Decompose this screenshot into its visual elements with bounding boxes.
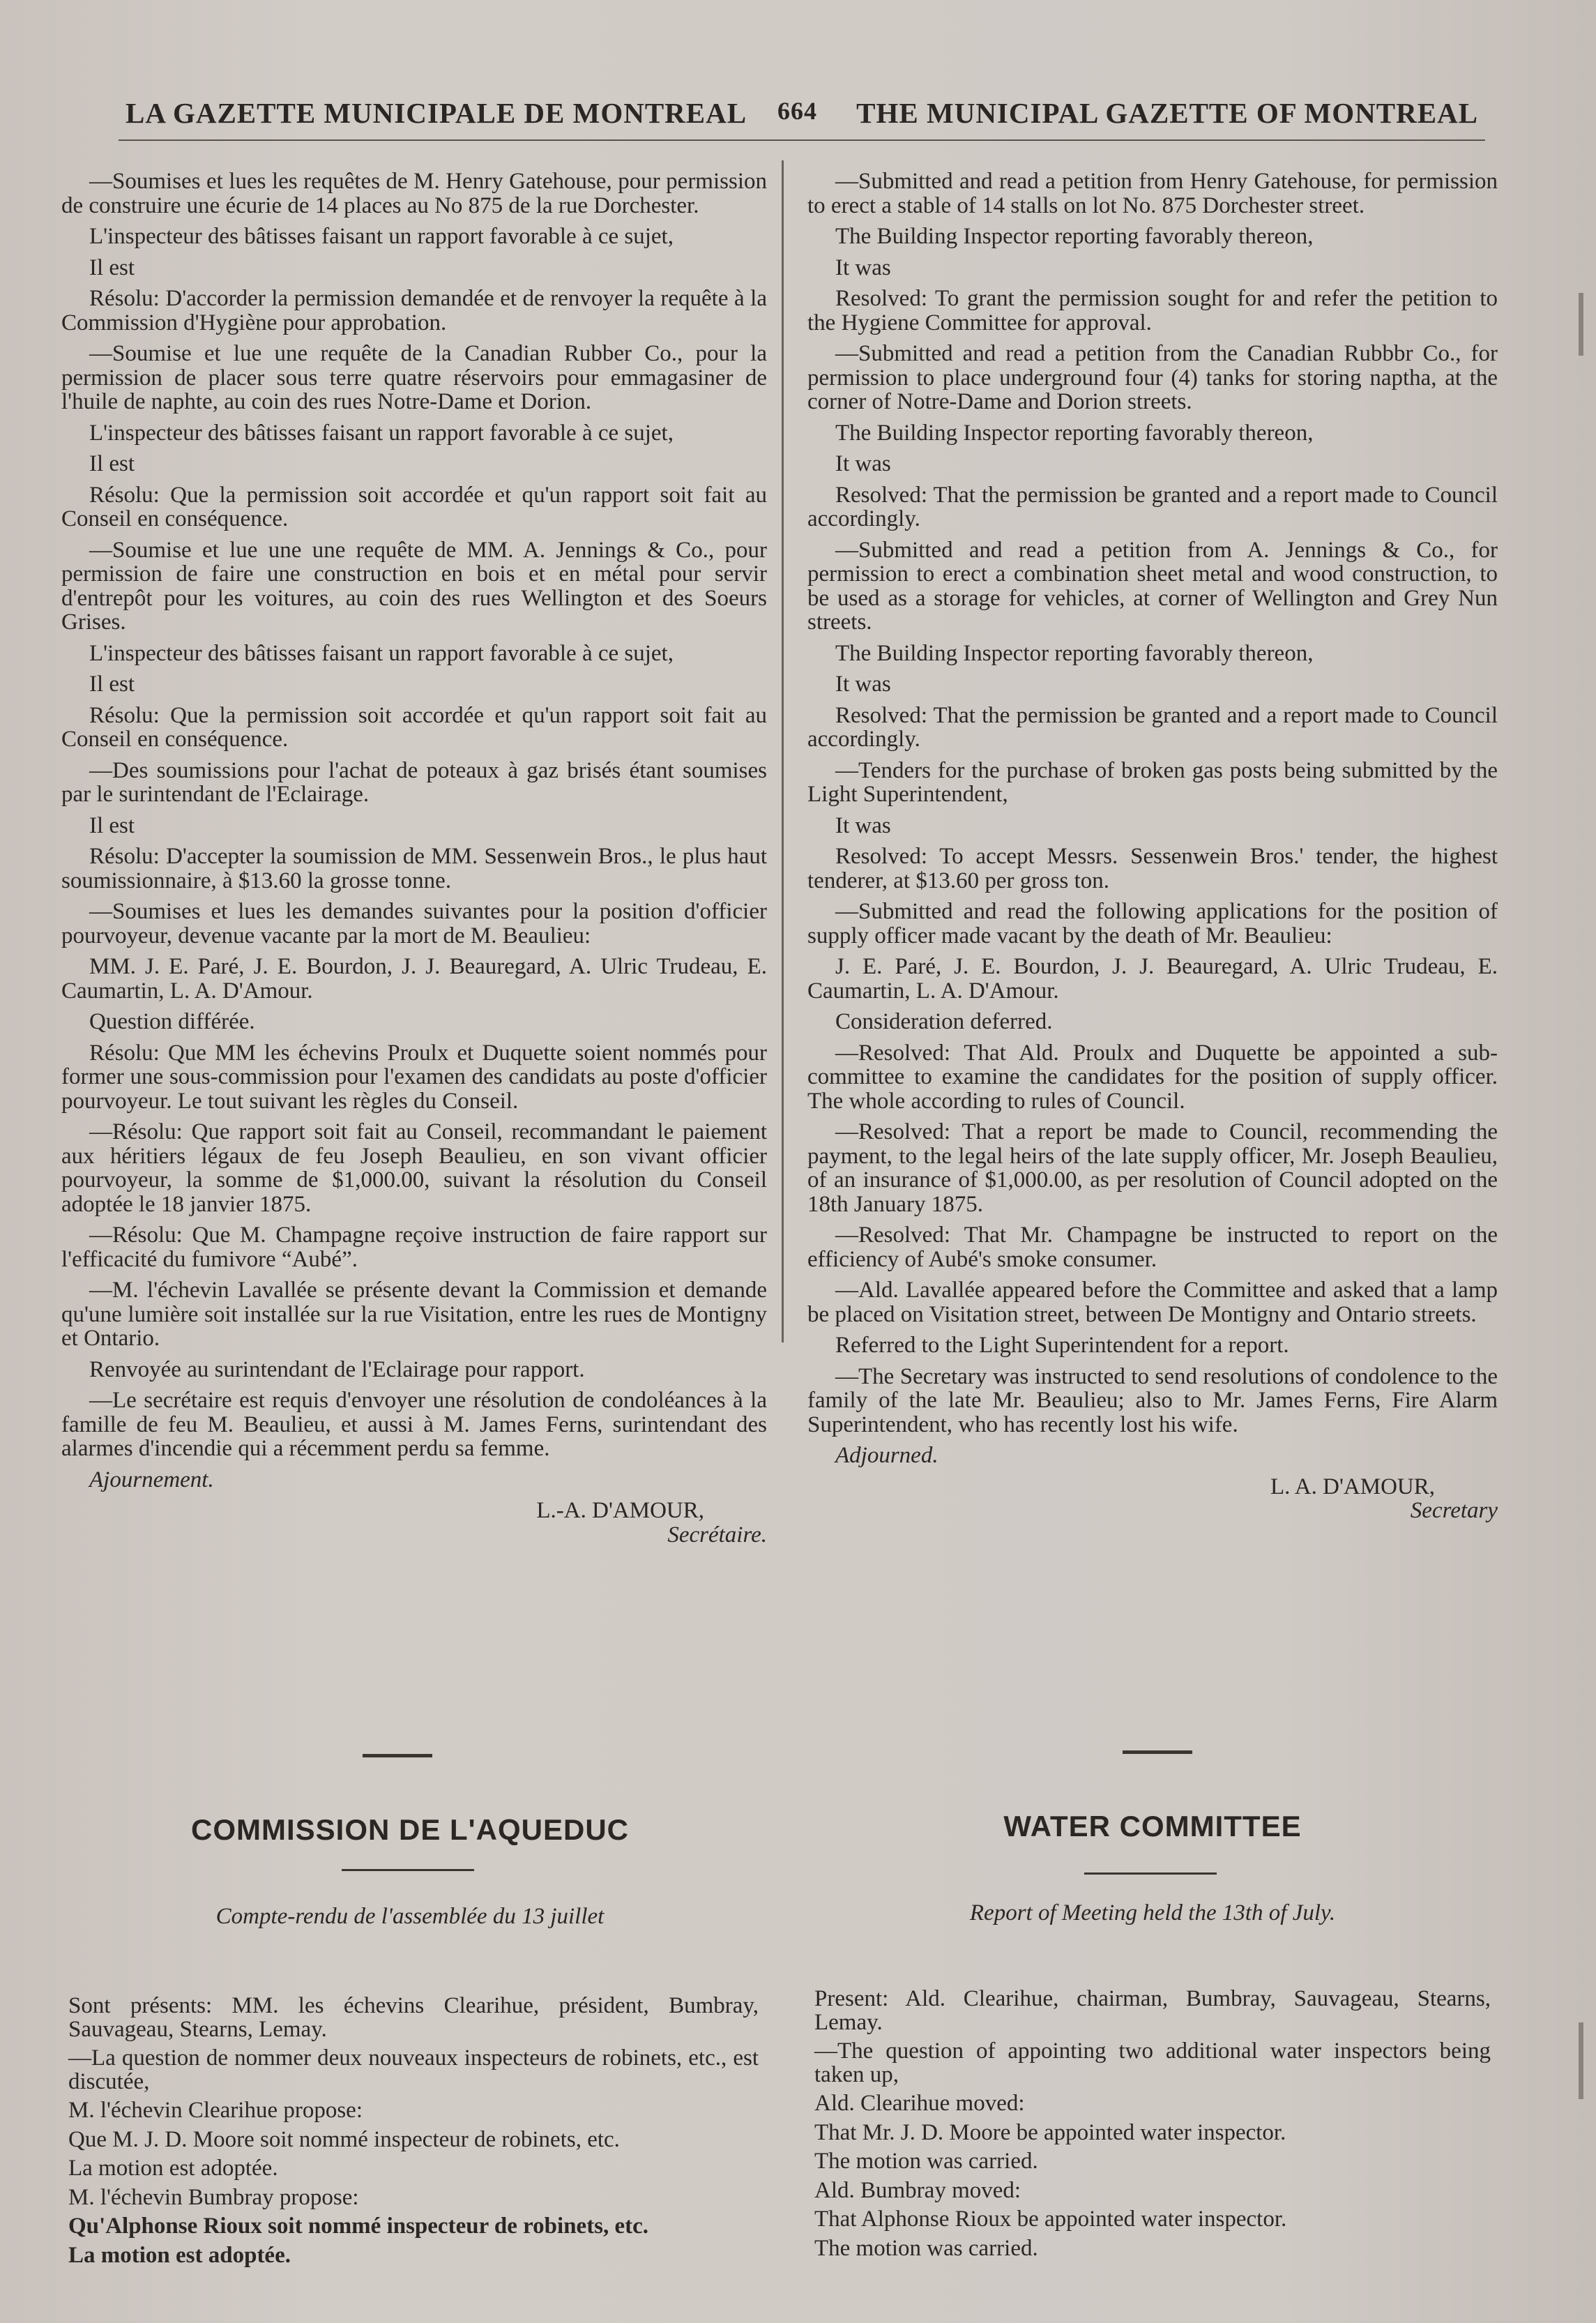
english-minutes-column [807,169,1498,1523]
header-english-title: THE MUNICIPAL GAZETTE OF MONTREAL [856,97,1478,129]
adjournment: Adjourned. [835,1443,938,1468]
signature-name: L.-A. D'AMOUR, [536,1498,704,1523]
paragraph: It was [835,255,891,280]
paragraph: The Building Inspector reporting favorably thereon, [835,420,1314,446]
signature-name: L. A. D'AMOUR, [1270,1474,1435,1499]
page-header [126,96,1478,138]
paragraph: —Submitted and read a petition from the Canadian Rubbbr Co., for permission to place underground four (4) tanks for storing naptha, at the corner of Notre-Dame and Dorion streets. [807,341,1498,414]
signature-title: Secretary [1410,1498,1498,1523]
signature-title: Secrétaire. [667,1522,767,1548]
water-committee-minutes [814,1988,1491,2266]
paragraph: —Ald. Lavallée appeared before the Committee and asked that a lamp be placed on Visitation street, between De Montigny and Ontario streets. [807,1278,1498,1327]
paragraph: —The question of appointing two additional water inspectors being taken up, [814,2038,1491,2087]
french-minutes-column [61,169,767,1547]
paragraph: Sont présents: MM. les échevins Clearihue, président, Bumbray, Sauvageau, Stearns, Lemay. [68,1993,759,2042]
paragraph: Résolu: Que la permission soit accordée et qu'un rapport soit fait au Conseil en conséquence. [61,482,767,531]
paragraph: Resolved: To grant the permission sought for and refer the petition to the Hygiene Committee for approval. [807,286,1498,335]
paragraph: L'inspecteur des bâtisses faisant un rapport favorable à ce sujet, [89,224,674,249]
aqueduc-subtitle: Compte-rendu de l'assemblée du 13 juillet [215,1904,605,1929]
paragraph: It was [835,672,891,697]
paragraph: Ald. Bumbray moved: [814,2177,1021,2203]
paragraph: M. l'échevin Bumbray propose: [68,2184,359,2210]
paragraph: The Building Inspector reporting favorably thereon, [835,640,1314,666]
paragraph: —Soumises et lues les demandes suivantes pour la position d'officier pourvoyeur, devenue vacante par la mort de M. Beaulieu: [61,899,767,948]
paragraph: It was [835,451,891,476]
paragraph: Qu'Alphonse Rioux soit nommé inspecteur de robinets, etc. [68,2214,649,2239]
page-edge-mark [1579,293,1583,356]
paragraph: That Mr. J. D. Moore be appointed water inspector. [814,2119,1286,2145]
paragraph: Resolved: That the permission be granted and a report made to Council accordingly. [807,702,1498,752]
paragraph: —Soumise et lue une une requête de MM. A. Jennings & Co., pour permission de faire une construction en bois et en métal pour servir d'entrepôt pour les voitures, au coin des rues Wellington et des Soeurs Grises. [61,537,767,635]
paragraph: —M. l'échevin Lavallée se présente devant la Commission et demande qu'une lumière soit installée sur la rue Visitation, entre les rues de Montigny et Ontario. [61,1278,767,1351]
header-french-title: LA GAZETTE MUNICIPALE DE MONTREAL [126,97,747,129]
paragraph: —Resolved: That Ald. Proulx and Duquette be appointed a sub-committee to examine the candidates for the position of supply officer. The whole according to rules of Council. [807,1040,1498,1114]
paragraph: Resolved: That the permission be granted and a report made to Council accordingly. [807,482,1498,531]
section-separator [363,1754,432,1757]
paragraph: Que M. J. D. Moore soit nommé inspecteur de robinets, etc. [68,2126,620,2152]
column-divider [782,160,784,1342]
paragraph: —Resolved: That Mr. Champagne be instructed to report on the efficiency of Aubé's smoke consumer. [807,1223,1498,1272]
paragraph: Résolu: D'accorder la permission demandée et de renvoyer la requête à la Commission d'Hygiène pour approbation. [61,286,767,335]
water-committee-title: WATER COMMITTEE [1003,1810,1302,1842]
paragraph: Il est [89,451,135,476]
paragraph: Consideration deferred. [835,1009,1053,1034]
water-committee-subtitle: Report of Meeting held the 13th of July. [969,1900,1336,1925]
paragraph: Renvoyée au surintendant de l'Eclairage pour rapport. [89,1356,585,1382]
paragraph: L'inspecteur des bâtisses faisant un rapport favorable à ce sujet, [89,640,674,666]
paragraph: —Soumises et lues les requêtes de M. Henry Gatehouse, pour permission de construire une écurie de 14 places au No 875 de la rue Dorchester. [61,169,767,218]
page-edge-mark [1579,2022,1583,2099]
paragraph: —Submitted and read a petition from Henry Gatehouse, for permission to erect a stable of 14 stalls on lot No. 875 Dorchester street. [807,169,1498,218]
paragraph: Il est [89,255,135,280]
paragraph: Referred to the Light Superintendent for a report. [835,1333,1289,1358]
paragraph: —Soumise et lue une requête de la Canadian Rubber Co., pour la permission de placer sous terre quatre réservoirs pour emmagasiner de l'huile de naphte, au coin des rues Notre-Dame et Dorion. [61,341,767,414]
title-underline [1084,1872,1217,1875]
aqueduc-title: COMMISSION DE L'AQUEDUC [190,1813,629,1846]
paragraph: Resolved: To accept Messrs. Sessenwein Bros.' tender, the highest tenderer, at $13.60 per gross ton. [807,844,1498,893]
paragraph: That Alphonse Rioux be appointed water inspector. [814,2207,1287,2232]
paragraph: —Des soumissions pour l'achat de poteaux à gaz brisés étant soumises par le surintendant de l'Eclairage. [61,757,767,807]
paragraph: —The Secretary was instructed to send resolutions of condolence to the family of the late Mr. Beaulieu; also to Mr. James Ferns, Fire Alarm Superintendent, who has recently lost his wife. [807,1363,1498,1437]
paragraph: —Submitted and read the following applications for the position of supply officer made vacant by the death of Mr. Beaulieu: [807,899,1498,948]
paragraph: Ald. Clearihue moved: [814,2091,1025,2116]
paragraph: Il est [89,672,135,697]
paragraph: Résolu: D'accepter la soumission de MM. Sessenwein Bros., le plus haut soumissionnaire, à $13.60 la grosse tonne. [61,844,767,893]
paragraph: J. E. Paré, J. E. Bourdon, J. J. Beauregard, A. Ulric Trudeau, E. Caumartin, L. A. D'Amour. [807,954,1498,1004]
adjournment: Ajournement. [89,1467,214,1492]
paragraph: —Resolved: That a report be made to Council, recommending the payment, to the legal heirs of the late supply officer, Mr. Joseph Beaulieu, of an insurance of $1,000.00, as per resolution of Council adopted on the 18th January 1875. [807,1119,1498,1217]
paragraph: —Tenders for the purchase of broken gas posts being submitted by the Light Superintendent, [807,757,1498,807]
paragraph: —Résolu: Que rapport soit fait au Conseil, recommandant le paiement aux héritiers légaux de feu Joseph Beaulieu, en son vivant officier pourvoyeur, la somme de $1,000.00, suivant la résolution du Conseil adoptée le 18 janvier 1875. [61,1119,767,1217]
paragraph: —La question de nommer deux nouveaux inspecteurs de robinets, etc., est discutée, [68,2045,759,2094]
paragraph: Résolu: Que MM les échevins Proulx et Duquette soient nommés pour former une sous-commission pour l'examen des candidats au poste d'officier pourvoyeur. Le tout suivant les règles du Conseil. [61,1040,767,1114]
paragraph: L'inspecteur des bâtisses faisant un rapport favorable à ce sujet, [89,420,674,446]
section-separator [1123,1750,1192,1754]
paragraph: —Résolu: Que M. Champagne reçoive instruction de faire rapport sur l'efficacité du fumivore “Aubé”. [61,1223,767,1272]
aqueduc-minutes [68,1995,759,2273]
title-underline [342,1869,474,1871]
paragraph: The Building Inspector reporting favorably thereon, [835,224,1314,249]
paragraph: Present: Ald. Clearihue, chairman, Bumbray, Sauvageau, Stearns, Lemay. [814,1986,1491,2035]
paragraph: La motion est adoptée. [68,2242,291,2268]
paragraph: The motion was carried. [814,2235,1038,2261]
page-number: 664 [777,97,817,125]
paragraph: Il est [89,812,135,838]
paragraph: The motion was carried. [814,2149,1038,2174]
paragraph: MM. J. E. Paré, J. E. Bourdon, J. J. Beauregard, A. Ulric Trudeau, E. Caumartin, L. A. D'Amour. [61,954,767,1004]
paragraph: —Submitted and read a petition from A. Jennings & Co., for permission to erect a combination sheet metal and wood construction, to be used as a storage for vehicles, at corner of Wellington and Grey Nun streets. [807,537,1498,635]
paragraph: It was [835,812,891,838]
paragraph: M. l'échevin Clearihue propose: [68,2098,363,2123]
paragraph: La motion est adoptée. [68,2156,278,2181]
paragraph: Question différée. [89,1009,255,1034]
paragraph: Résolu: Que la permission soit accordée et qu'un rapport soit fait au Conseil en conséquence. [61,702,767,752]
paragraph: —Le secrétaire est requis d'envoyer une résolution de condoléances à la famille de feu M. Beaulieu, et aussi à M. James Ferns, surintendant des alarmes d'incendie qui a récemment perdu sa femme. [61,1388,767,1461]
header-rule [119,139,1485,141]
